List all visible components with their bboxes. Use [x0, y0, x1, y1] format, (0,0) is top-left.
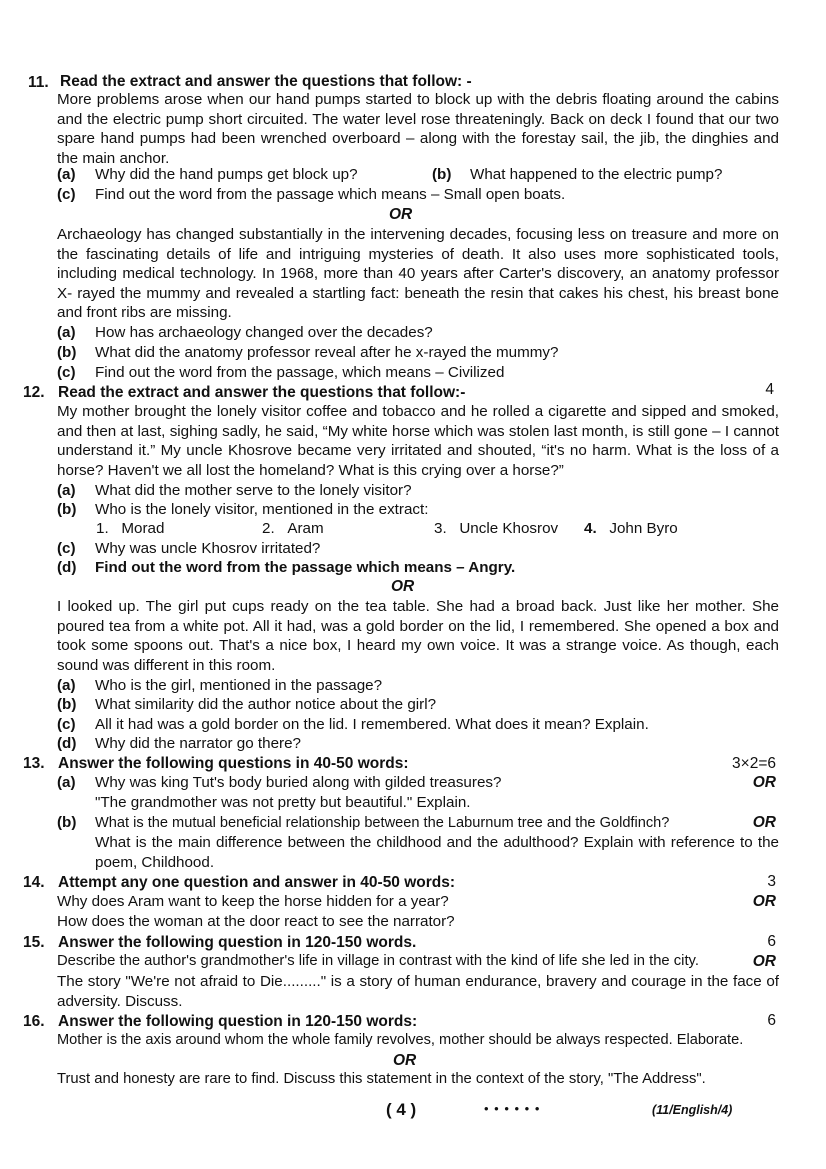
- sub-question: (b) What similarity did the author notice about the girl?: [57, 696, 437, 713]
- sub-question: (a) Why did the hand pumps get block up?: [57, 166, 358, 183]
- or-separator: OR: [391, 578, 415, 595]
- question-heading: Read the extract and answer the questions that follow:-: [58, 384, 466, 401]
- or-separator: OR: [752, 893, 776, 910]
- marks: 3: [767, 873, 776, 890]
- marks: 3×2=6: [732, 755, 776, 772]
- option: 2. Aram: [262, 520, 324, 537]
- passage-text: Archaeology has changed substantially in the intervening decades, focusing less on treasure and more on the fascinating details of life and intriguing mysteries of death. It also uses more sophisticated tools, including medical technology. In 1968, more than 40 years after Carter's discovery, an anatomy professor X- rayed the mummy and revealed a startling fact: beneath the resin that cakes his chest, his breast bone and front ribs are missing.: [57, 226, 779, 321]
- option: 3. Uncle Khosrov: [434, 520, 559, 537]
- option: 1. Morad: [96, 520, 165, 537]
- question-text: How does the woman at the door react to see the narrator?: [57, 913, 455, 930]
- question-number: 11.: [28, 74, 49, 91]
- sub-question: (a) Why was king Tut's body buried along with gilded treasures?: [57, 774, 502, 791]
- alternate-question: "The grandmother was not pretty but beautiful." Explain.: [95, 794, 471, 811]
- question-number: 16.: [23, 1013, 45, 1030]
- footer-stars: • • • • • •: [484, 1101, 541, 1116]
- sub-question: (d) Why did the narrator go there?: [57, 735, 301, 752]
- passage-text: I looked up. The girl put cups ready on the tea table. She had a broad back. Just like her mother. She poured tea from a white pot. All it had, was a gold border on the lid, I remembered. She opened a box and took some spoons out. That's a nice box, I heard my own voice. It was a strange voice. As though, each sound was different in this room.: [57, 598, 779, 674]
- or-separator: OR: [752, 953, 776, 970]
- sub-question: (b) Who is the lonely visitor, mentioned in the extract:: [57, 501, 429, 518]
- sub-question: (c) Find out the word from the passage which means – Small open boats.: [57, 186, 566, 203]
- question-heading: Answer the following questions in 40-50 words:: [58, 755, 409, 772]
- question-heading: Answer the following question in 120-150 words.: [58, 934, 417, 951]
- question-heading: Attempt any one question and answer in 40-50 words:: [58, 874, 456, 891]
- question-text: The story "We're not afraid to Die........." is a story of human endurance, bravery and courage in the face of adversity. Discuss.: [57, 973, 779, 1010]
- sub-question: (a) How has archaeology changed over the decades?: [57, 324, 433, 341]
- paper-code: (11/English/4): [652, 1103, 733, 1117]
- or-separator: OR: [389, 206, 413, 223]
- option: 4. John Byro: [584, 520, 678, 537]
- question-heading: Read the extract and answer the questions that follow: -: [60, 73, 472, 90]
- question-number: 13.: [23, 755, 45, 772]
- question-heading: Answer the following question in 120-150 words:: [58, 1013, 418, 1030]
- or-separator: OR: [752, 774, 776, 791]
- page-number: ( 4 ): [386, 1100, 417, 1119]
- question-text: Describe the author's grandmother's life in village in contrast with the kind of life she led in the city.: [57, 953, 699, 969]
- sub-question: (b) What is the mutual beneficial relationship between the Laburnum tree and the Goldfinch?: [57, 814, 670, 831]
- question-number: 15.: [23, 934, 45, 951]
- sub-question: (b) What did the anatomy professor reveal after he x-rayed the mummy?: [57, 344, 559, 361]
- marks: 6: [767, 933, 776, 950]
- or-separator: OR: [752, 814, 776, 831]
- marks: 6: [767, 1012, 776, 1029]
- question-text: Why does Aram want to keep the horse hidden for a year?: [57, 893, 449, 910]
- question-number: 12.: [23, 384, 45, 401]
- passage-text: More problems arose when our hand pumps started to block up with the debris floating around the cabins and the electric pump short circuited. The water level rose threateningly. Back on deck I found that our two spare hand pumps had been wrenched overboard – along with the forestay sail, the jib, the dinghies and the main anchor.: [57, 91, 779, 167]
- marks: 4: [765, 381, 774, 398]
- alternate-question: What is the main difference between the childhood and the adulthood? Explain with reference to the poem, Childhood.: [95, 834, 779, 871]
- sub-question: (a) What did the mother serve to the lonely visitor?: [57, 482, 412, 499]
- sub-question: (c) Why was uncle Khosrov irritated?: [57, 540, 321, 557]
- sub-question: (b) What happened to the electric pump?: [432, 166, 723, 183]
- question-text: Trust and honesty are rare to find. Discuss this statement in the context of the story, "The Address".: [57, 1071, 706, 1087]
- passage-text: My mother brought the lonely visitor coffee and tobacco and he rolled a cigarette and sipped and smoked, and then at last, sighing sadly, he said, “My white horse which was stolen last month, is still gone – I cannot understand it.” My uncle Khosrove became very irritated and shouted, “it's no harm. What is the loss of a horse? Haven't we all lost the homeland? What is this crying over a horse?”: [57, 403, 779, 479]
- sub-question: (c) All it had was a gold border on the lid. I remembered. What does it mean? Explain.: [57, 716, 649, 733]
- question-text: Mother is the axis around whom the whole family revolves, mother should be always respected. Elaborate.: [57, 1032, 744, 1048]
- or-separator: OR: [393, 1052, 417, 1069]
- sub-question: (c) Find out the word from the passage, which means – Civilized: [57, 364, 505, 381]
- sub-question: (d) Find out the word from the passage which means – Angry.: [57, 559, 516, 576]
- question-number: 14.: [23, 874, 45, 891]
- sub-question: (a) Who is the girl, mentioned in the passage?: [57, 677, 383, 694]
